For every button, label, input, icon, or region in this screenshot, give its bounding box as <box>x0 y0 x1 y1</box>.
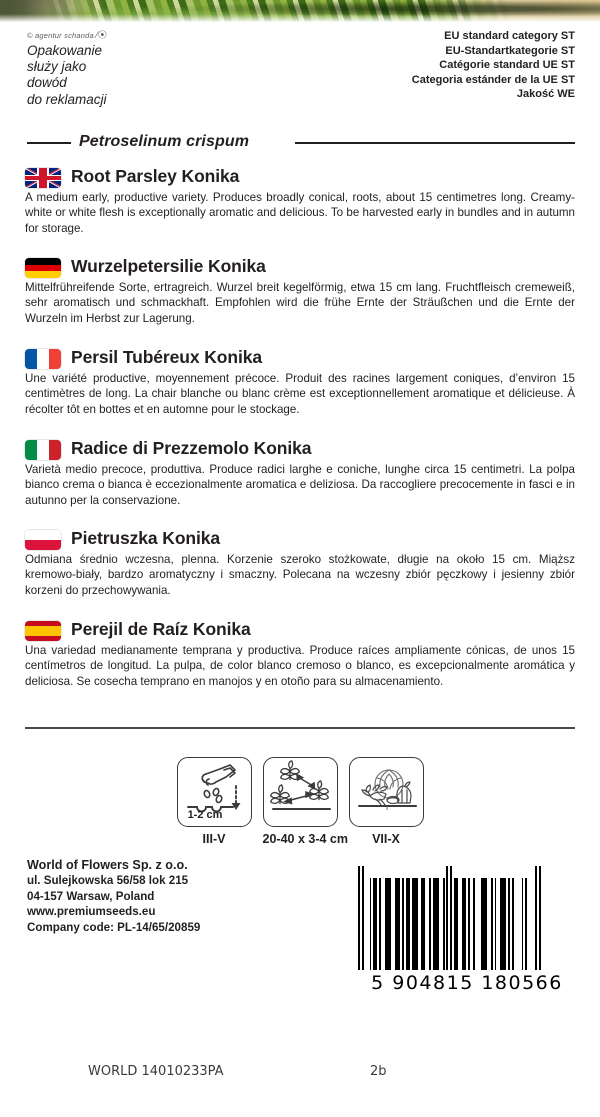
variety-description-en: A medium early, productive variety. Produces broadly conical, roots, about 15 centimetres long. Creamy-white or white flesh is exceptionally aromatic and delicious. To be harvested early in bundles and in autumn for storage. <box>25 191 575 235</box>
variety-description-it: Varietà medio precoce, produttiva. Produce radici larghe e coniche, lunghe circa 15 centimetri. La polpa bianco crema o bianca è eccezionalmente aromatica e deliziosa. Da raccogliere precocemente in fasci e in autunno per la conservazione. <box>25 463 575 507</box>
claim-line-2: służy jako <box>27 59 87 75</box>
variety-title-pl: Pietruszka Konika <box>71 528 221 548</box>
plant-spacing-icon <box>264 758 339 828</box>
pictogram-spacing-caption: 20-40 x 3-4 cm <box>262 832 348 846</box>
pictogram-spacing-box <box>263 757 338 827</box>
language-head-en <box>25 167 575 189</box>
language-block-it <box>25 439 575 508</box>
pictogram-harvest <box>349 757 424 846</box>
flag-it-icon <box>25 440 61 460</box>
barcode-number: 5 904815 180566 <box>371 972 563 994</box>
packet-footer <box>0 1064 600 1086</box>
flag-de-icon <box>25 258 61 278</box>
flag-pl-icon <box>25 530 61 550</box>
species-latin-name: Petroselinum crispum <box>79 133 250 150</box>
pictogram-spacing <box>262 757 348 846</box>
language-head-es <box>25 620 575 642</box>
variety-title-fr: Persil Tubéreux Konika <box>71 347 263 367</box>
footer-product-code: WORLD 14010233PA <box>88 1064 224 1079</box>
cultivation-pictogram-row <box>0 757 600 846</box>
agency-credit <box>27 28 107 41</box>
species-rule-right <box>295 142 575 144</box>
eu-standard-category-list <box>412 29 575 102</box>
eu-category-pl: Jakość WE <box>516 88 575 101</box>
packet-header <box>0 26 600 118</box>
company-website[interactable]: www.premiumseeds.eu <box>27 905 156 919</box>
language-block-de <box>25 257 575 326</box>
language-head-pl <box>25 529 575 551</box>
barcode-bars <box>358 866 576 970</box>
company-address <box>27 858 200 935</box>
variety-title-de: Wurzelpetersilie Konika <box>71 256 266 276</box>
company-name: World of Flowers Sp. z o.o. <box>27 858 188 872</box>
company-city: 04-157 Warsaw, Poland <box>27 889 155 903</box>
flag-fr-icon <box>25 349 61 369</box>
variety-description-es: Una variedad medianamente temprana y productiva. Produce raíces ampliamente cónicas, de unos 15 centímetros de longitud. La pulpa, de color blanco cremoso o blanco, es excepcionalmente aromática y deliciosa. Se cosecha temprano en manojos y en otoño para su almacenamiento. <box>25 644 575 688</box>
sowing-hand-icon <box>178 758 253 828</box>
species-rule-left <box>27 142 71 144</box>
language-block-pl <box>25 529 575 598</box>
receipt-claim-note <box>27 43 107 108</box>
harvest-vegetables-icon <box>350 758 425 828</box>
flag-gb-icon <box>25 168 61 188</box>
eu-category-fr: Catégorie standard UE ST <box>439 59 575 72</box>
company-code: Company code: PL-14/65/20859 <box>27 920 201 934</box>
claim-line-1: Opakowanie <box>27 43 103 58</box>
eu-category-es: Categoria estánder de la UE ST <box>411 73 575 86</box>
pictogram-sowing <box>177 757 252 846</box>
variety-title-it: Radice di Prezzemolo Konika <box>71 438 312 458</box>
claim-line-3: dowód <box>27 75 67 91</box>
eu-category-en: EU standard category ST <box>444 30 575 42</box>
copyright-credit-text: © agentur schanda <box>27 31 94 40</box>
sowing-depth-label: 1-2 cm <box>187 809 222 821</box>
claim-line-4: do reklamacji <box>27 91 107 107</box>
variety-description-de: Mittelfrühreifende Sorte, ertragreich. Wurzel breit kegelförmig, etwa 15 cm lang. Fruchtfleisch cremeweiß, sehr aromatisch und schmackhaft. Empfohlen wird die frühe Ernte der Sträußchen und die Ernte der Wurzeln im Herbst zur Lagerung. <box>25 281 575 325</box>
variety-title-en: Root Parsley Konika <box>71 166 240 186</box>
species-heading <box>0 133 600 153</box>
pictogram-harvest-caption: VII-X <box>372 832 400 846</box>
language-block-en <box>25 167 575 236</box>
leaf-mark-icon: ⁄⦿ <box>96 30 108 40</box>
variety-description-fr: Une variété productive, moyennement précoce. Produit des racines largement coniques, d’environ 15 centimètres de long. La chair blanche ou blanc crème est exceptionnellement aromatique et délicieuse. À récolter tôt en bottes et en automne pour le stockage. <box>25 372 575 416</box>
pictogram-harvest-box <box>349 757 424 827</box>
eu-category-de: EU-Standartkategorie ST <box>445 44 575 57</box>
pictogram-sowing-caption: III-V <box>202 832 226 846</box>
language-head-fr <box>25 348 575 370</box>
pictogram-sowing-box <box>177 757 252 827</box>
language-head-de <box>25 257 575 279</box>
language-block-es <box>25 620 575 689</box>
footer-page-number: 2b <box>370 1064 387 1079</box>
variety-title-es: Perejil de Raíz Konika <box>71 619 251 639</box>
company-street: ul. Sulejkowska 56/58 lok 215 <box>27 874 189 888</box>
language-head-it <box>25 439 575 461</box>
ean13-barcode <box>358 866 576 994</box>
variety-description-pl: Odmiana średnio wczesna, plenna. Korzenie szeroko stożkowate, długie na około 15 cm. Miąższ kremowo-biały, bardzo aromatyczny i smaczny. Polecana na wczesny zbiór pęczkowy i jesienny zbiór korzeni do przechowywania. <box>25 553 575 597</box>
photo-fade-overlay <box>0 14 600 24</box>
language-block-fr <box>25 348 575 417</box>
section-divider <box>25 727 575 729</box>
flag-es-icon <box>25 621 61 641</box>
